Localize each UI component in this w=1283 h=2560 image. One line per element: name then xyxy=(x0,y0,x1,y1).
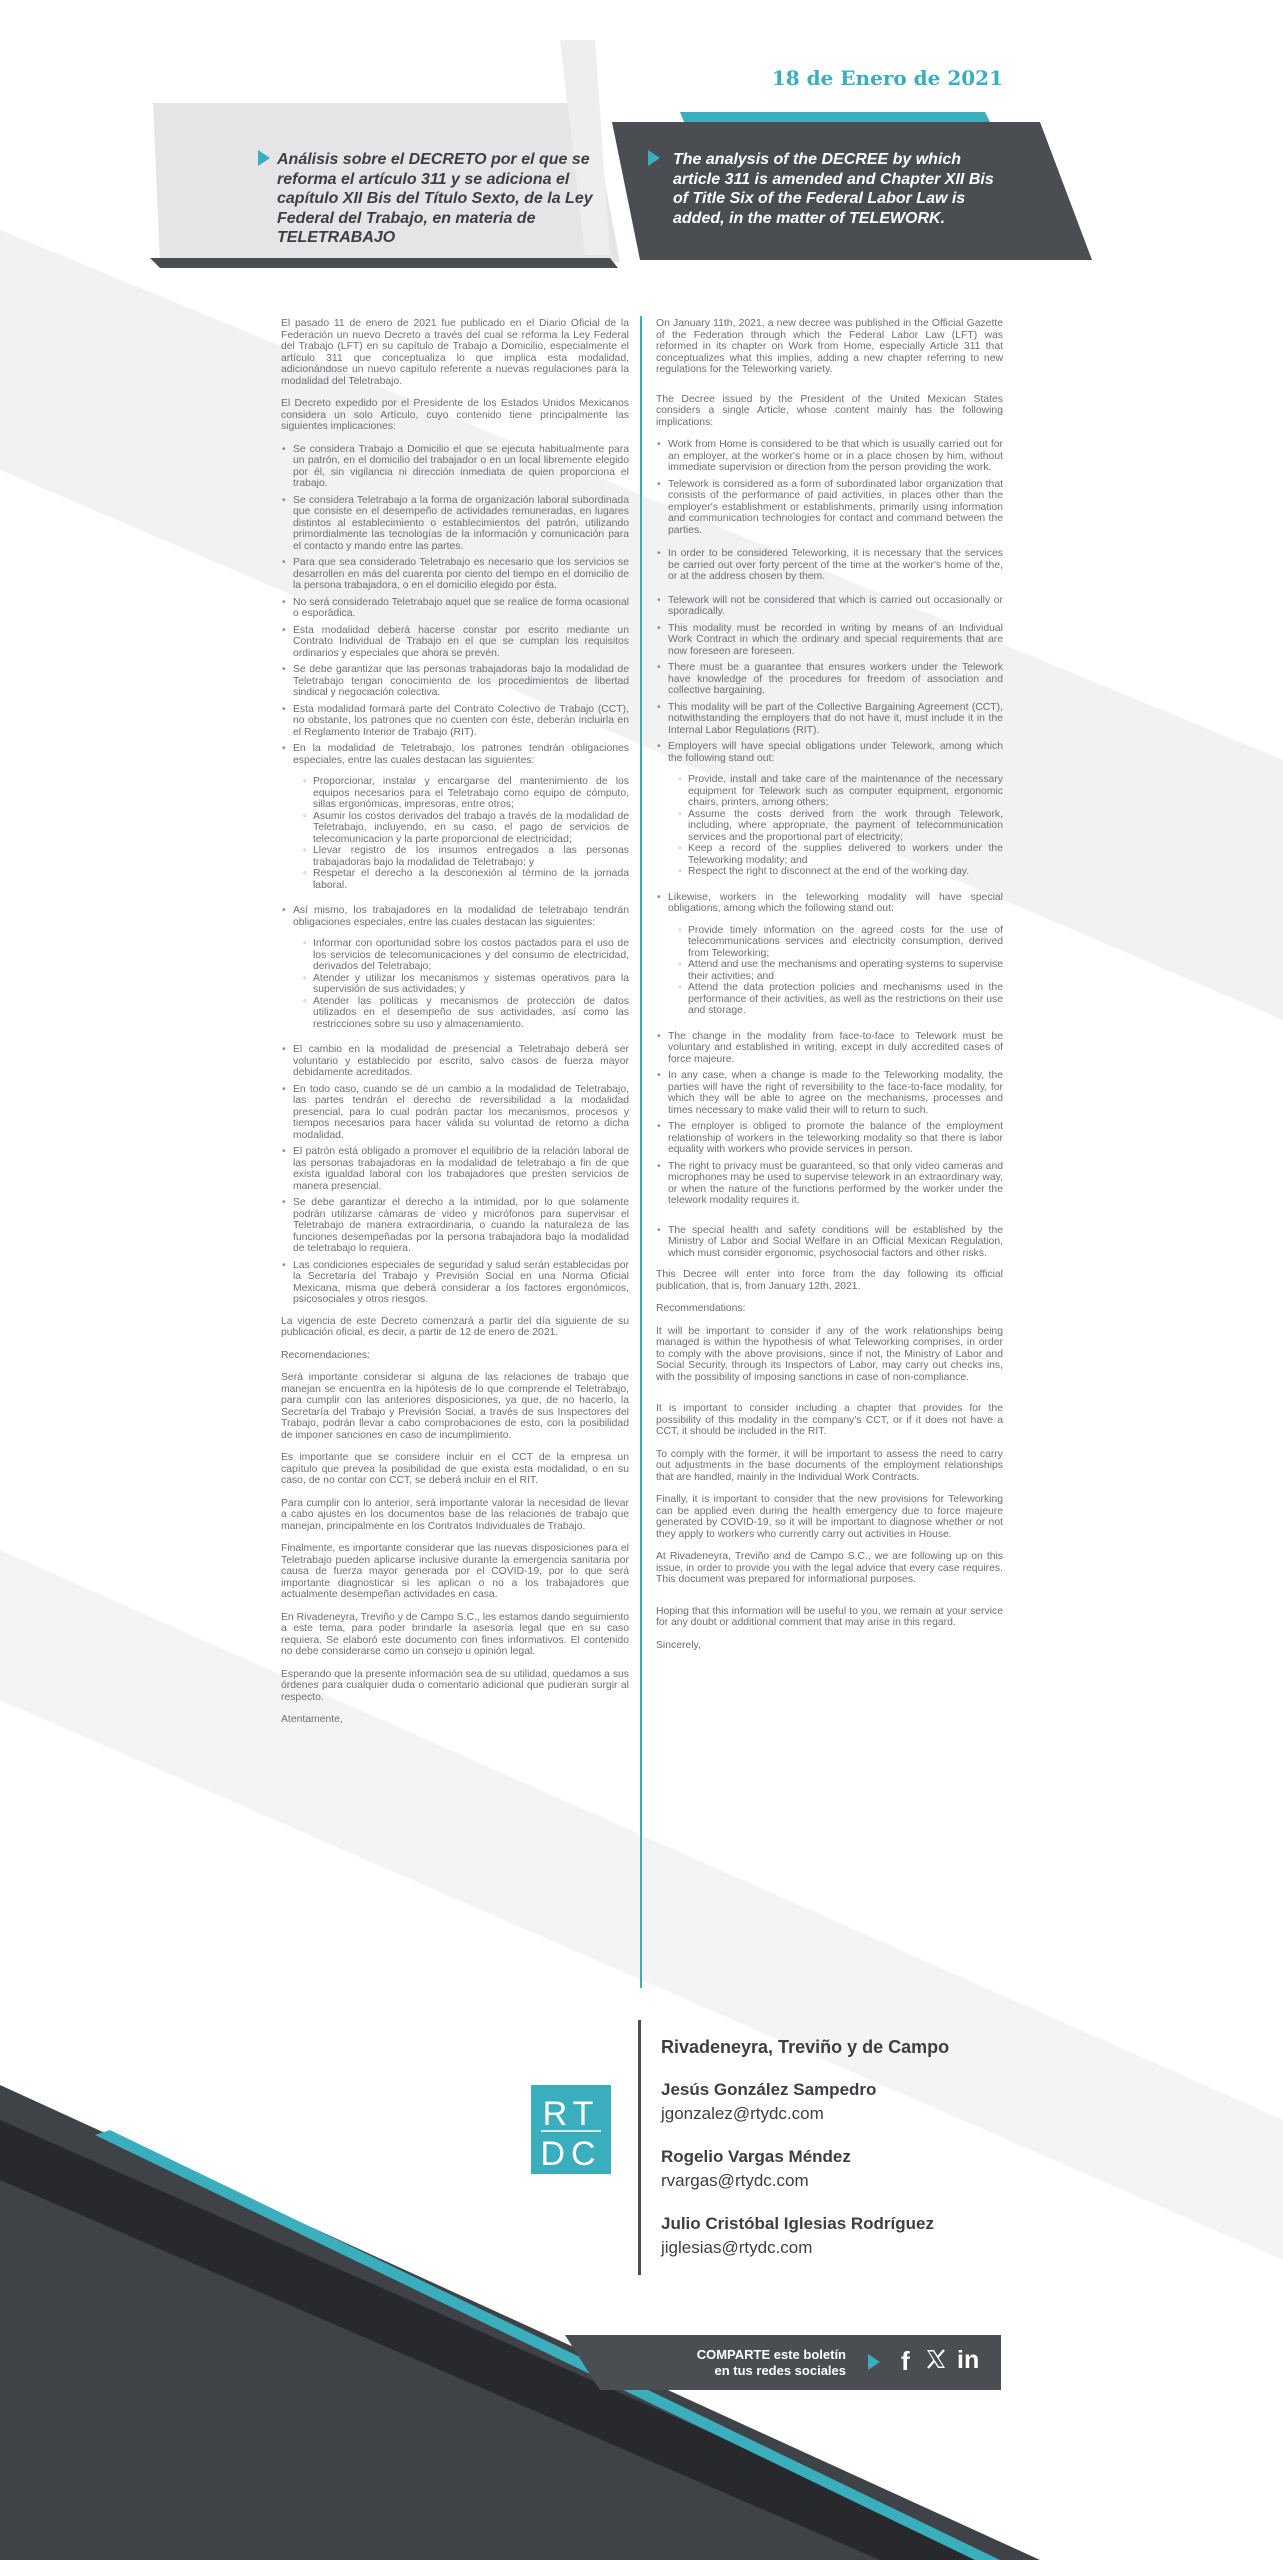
logo-line-2: DC xyxy=(540,2135,602,2173)
list-item: • The change in the modality from face-to-face to Telework must be voluntary and established in writing, except in duly accredited cases of force majeure. xyxy=(656,1031,1003,1066)
firm-name: Rivadeneyra, Treviño y de Campo xyxy=(661,2037,950,2057)
sub-list-item: ◦ Provide timely information on the agreed costs for the use of telecommunications services and electricity consumption, derived from Teleworking; xyxy=(678,925,1003,960)
sub-list-item: ◦ Respect the right to disconnect at the end of the working day. xyxy=(678,866,1003,878)
list-item xyxy=(656,892,1003,1017)
logo-line-1: RT xyxy=(542,2095,600,2133)
sub-list-item: ◦ Attend and use the mechanisms and operating systems to supervise their activities; and xyxy=(678,959,1003,982)
spanish-column xyxy=(281,318,629,1737)
paragraph: En Rivadeneyra, Treviño y de Campo S.C., les estamos dando seguimiento a este tema, para poder brindarle la asesoría legal que en su caso requiera. Se elaboró este documento con fines informativos. El contenido no debe considerarse como un consejo u opinión legal. xyxy=(281,1611,629,1657)
list-item: • Se considera Teletrabajo a la forma de organización laboral subordinada que consiste en el desempeño de actividades remuneradas, en lugares distintos al establecimiento o establecimientos del patrón, utilizando primordialmente las tecnologías de la información y comunicación para el contacto y mando entre las partes. xyxy=(281,495,629,553)
list-item: • Las condiciones especiales de seguridad y salud serán establecidas por la Secretaría del Trabajo y Previsión Social en una Norma Oficial Mexicana, misma que deberá considerar a los factores ergonómicos, psicosociales y otros riesgos. xyxy=(281,1260,629,1306)
list-item xyxy=(281,905,629,1030)
paragraph: Para cumplir con lo anterior, será importante valorar la necesidad de llevar a cabo ajustes en los documentos base de las relaciones de trabajo que manejan, principalmente en los Contratos Individuales de Trabajo. xyxy=(281,1497,629,1532)
list-item: • Esta modalidad deberá hacerse constar por escrito mediante un Contrato Individual de Trabajo en el que se cumplan los requisitos ordinarios y especiales que ahora se prevén. xyxy=(281,625,629,660)
paragraph: It will be important to consider if any of the work relationships being managed is within the hypothesis of what Teleworking comprises, in order to comply with the above provisions, since if not, the Ministry of Labor and Social Security, through its Inspectors of Labor, may carry out checks ins, with the possibility of imposing sanctions in case of non-compliance. xyxy=(656,1325,1003,1383)
list-item: • Se debe garantizar el derecho a la intimidad, por lo que solamente podrán utilizarse cámaras de video y micrófonos para supervisar el Teletrabajo de manera extraordinaria, o cuando la naturaleza de las funciones desempeñadas por la persona trabajadora bajo la modalidad de teletrabajo lo requiera. xyxy=(281,1197,629,1255)
sub-list-item: ◦ Atender y utilizar los mecanismos y sistemas operativos para la supervisión de sus actividades; y xyxy=(303,973,629,996)
contact-name: Julio Cristóbal Iglesias Rodríguez xyxy=(661,2214,934,2233)
column-divider xyxy=(640,316,642,1988)
sub-list-item: ◦ Keep a record of the supplies delivered to workers under the Teleworking modality; and xyxy=(678,843,1003,866)
sub-list-item: ◦ Atender las políticas y mecanismos de protección de datos utilizados en el desempeño de sus actividades, así como las restricciones sobre su uso y almacenamiento. xyxy=(303,996,629,1031)
share-line-1: COMPARTE este boletín xyxy=(696,2347,846,2362)
sub-list-item: ◦ Llevar registro de los insumos entregados a las personas trabajadoras bajo la modalidad de Teletrabajo; y xyxy=(303,845,629,868)
list-item-text: Así mismo, los trabajadores en la modalidad de teletrabajo tendrán obligaciones especiales, entre las cuales destacan las siguientes: xyxy=(293,905,629,928)
list-item xyxy=(281,743,629,891)
implications-list xyxy=(281,444,629,1306)
paragraph: Es importante que se considere incluir en el CCT de la empresa un capítulo que prevea la posibilidad de que exista esta modalidad, o en su caso, de no contar con CCT, se deberá incluir en el RIT. xyxy=(281,1452,629,1486)
list-item: • El cambio en la modalidad de presencial a Teletrabajo deberá ser voluntario y establecido por escrito, salvo casos de fuerza mayor debidamente acreditados. xyxy=(281,1044,629,1079)
list-item: • Se considera Trabajo a Domicilio el que se ejecuta habitualmente para un patrón, en el domicilio del trabajador o en un local libremente elegido por él, sin vigilancia ni dirección inmediata de quien proporciona el trabajo. xyxy=(281,444,629,490)
recommendations-heading: Recommendations: xyxy=(656,1303,746,1314)
contact-email[interactable]: jiglesias@rtydc.com xyxy=(661,2238,813,2257)
worker-obligations-list xyxy=(303,938,629,1030)
paragraph: Hoping that this information will be useful to you, we remain at your service for any doubt or additional comment that may arise in this regard. xyxy=(656,1605,1003,1628)
sub-list-item: ◦ Assume the costs derived from the work through Telework, including, where appropriate, the payment of telecommunication services and the proportional part of electricity; xyxy=(678,809,1003,844)
employer-obligations-list xyxy=(303,776,629,891)
spanish-title: Análisis sobre el DECRETO por el que se reforma el artículo 311 y se adiciona el capítulo XII Bis del Título Sexto, de la Ley Federal del Trabajo, en materia de TELETRABAJO xyxy=(277,151,593,246)
list-item: • Telework is considered as a form of subordinated labor organization that consists of the performance of paid activities, in places other than the employer's establishment or establishments, primarily using information and communication technologies for contact and command between the parties. xyxy=(656,479,1003,537)
closing: Sincerely, xyxy=(656,1639,701,1651)
closing: Atentamente, xyxy=(281,1714,343,1725)
list-item: • Esta modalidad formará parte del Contrato Colectivo de Trabajo (CCT), no obstante, los patrones que no cuenten con éste, deberán incluirla en el Reglamento Interior de Trabajo (RIT). xyxy=(281,704,629,739)
contact-name: Rogelio Vargas Méndez xyxy=(661,2147,851,2166)
list-item: • This modality must be recorded in writing by means of an Individual Work Contract in which the ordinary and special requirements that are now foreseen are foreseen. xyxy=(656,623,1003,658)
paragraph: El pasado 11 de enero de 2021 fue publicado en el Diario Oficial de la Federación un nuevo Decreto a través del cual se reforma la Ley Federal del Trabajo (LFT) en su capítulo de Trabajo a Domicilio, especialmente el artículo 311 que conceptualiza lo que implica esta modalidad, adicionándose un nuevo capítulo referente a nuevas regulaciones para la modalidad del Teletrabajo. xyxy=(281,318,629,387)
share-text xyxy=(697,2347,846,2379)
list-item: • Se debe garantizar que las personas trabajadoras bajo la modalidad de Teletrabajo tengan conocimiento de los procedimientos de libertad sindical y negociación colectiva. xyxy=(281,664,629,699)
list-item: • The right to privacy must be guaranteed, so that only video cameras and microphones may be used to supervise telework in an extraordinary way, or when the nature of the functions performed by the worker under the telework modality requires it. xyxy=(656,1161,1003,1207)
list-item-text: Employers will have special obligations under Telework, among which the following stand out: xyxy=(668,741,1003,764)
english-title: The analysis of the DECREE by which article 311 is amended and Chapter XII Bis of Title Six of the Federal Labor Law is added, in the matter of TELEWORK. xyxy=(673,151,994,227)
list-item: • Work from Home is considered to be that which is usually carried out for an employer, at the worker's home or in a place chosen by him, without immediate supervision or direction from the person providing the work. xyxy=(656,439,1003,474)
signature-divider xyxy=(638,2020,641,2275)
list-item: • El patrón está obligado a promover el equilibrio de la relación laboral de las personas trabajadoras en la modalidad de teletrabajo a fin de que exista igualdad laboral con los trabajadores que presten servicios de manera presencial. xyxy=(281,1146,629,1192)
linkedin-icon[interactable]: in xyxy=(957,2346,980,2374)
paragraph: Esperando que la presente información sea de su utilidad, quedamos a sus órdenes para cualquier duda o comentario adicional que pudieran surgir al respecto. xyxy=(281,1668,629,1703)
list-item: • Para que sea considerado Teletrabajo es necesario que los servicios se desarrollen en más del cuarenta por ciento del tiempo en el domicilio de la persona trabajadora, o en el domicilio elegido por ésta. xyxy=(281,557,629,592)
contact-name: Jesús González Sampedro xyxy=(661,2080,877,2099)
list-item: • In order to be considered Teleworking, it is necessary that the services be carried out over forty percent of the time at the worker's home of the, or at the address chosen by them. xyxy=(656,548,1003,583)
paragraph: La vigencia de este Decreto comenzará a partir del día siguiente de su publicación oficial, es decir, a partir de 12 de enero de 2021. xyxy=(281,1315,629,1338)
facebook-icon[interactable]: f xyxy=(901,2346,910,2376)
paragraph: Finally, it is important to consider that the new provisions for Teleworking can be applied even during the health emergency due to force majeure generated by COVID-19, so it will be important to diagnose whether or not they apply to workers who currently carry out activities in House. xyxy=(656,1494,1003,1540)
list-item-text: Likewise, workers in the teleworking modality will have special obligations, among which the following stand out: xyxy=(668,891,1003,914)
x-icon[interactable] xyxy=(925,2348,947,2375)
sub-list-item: ◦ Attend the data protection policies and mechanisms used in the performance of their activities, as well as the restrictions on their use and storage. xyxy=(678,982,1003,1017)
implications-list xyxy=(656,439,1003,1259)
play-icon xyxy=(648,150,660,166)
paragraph: El Decreto expedido por el Presidente de los Estados Unidos Mexicanos considera un solo Artículo, cuyo contenido tiene principalmente las siguientes implicaciones: xyxy=(281,398,629,432)
employer-obligations-list xyxy=(678,774,1003,878)
list-item: • The special health and safety conditions will be established by the Ministry of Labor and Social Welfare in an Official Mexican Regulation, which must consider ergonomic, psychosocial factors and other risks. xyxy=(656,1225,1003,1260)
list-item: • The employer is obliged to promote the balance of the employment relationship of workers in the teleworking modality so that there is labor equality with workers who provide services in person. xyxy=(656,1121,1003,1156)
sub-list-item: ◦ Informar con oportunidad sobre los costos pactados para el uso de los servicios de telecomunicaciones y del consumo de electricidad, derivados del Teletrabajo; xyxy=(303,938,629,973)
english-column xyxy=(656,318,1003,1662)
list-item xyxy=(656,741,1003,878)
list-item: • Telework will not be considered that which is carried out occasionally or sporadically. xyxy=(656,595,1003,618)
paragraph: At Rivadeneyra, Treviño and de Campo S.C., we are following up on this issue, in order to provide you with the legal advice that every case requires. This document was prepared for informational purposes. xyxy=(656,1551,1003,1585)
paragraph: Finalmente, es importante considerar que las nuevas disposiciones para el Teletrabajo pueden aplicarse inclusive durante la emergencia sanitaria por causa de fuerza mayor generada por el COVID-19, por lo que será importante diagnosticar si les aplican o no a los trabajadores que actualmente desempeñan actividades en casa. xyxy=(281,1543,629,1600)
rtydc-logo xyxy=(531,2085,611,2174)
paragraph: On January 11th, 2021, a new decree was published in the Official Gazette of the Federation through which the Federal Labor Law (LFT) was reformed in its chapter on Work from Home, especially Article 311 that conceptualizes what this implies, adding a new chapter referring to new regulations for the Teleworking variety. xyxy=(656,318,1003,375)
play-icon xyxy=(258,150,270,166)
paragraph: This Decree will enter into force from the day following its official publication, that is, from January 12th, 2021. xyxy=(656,1269,1003,1292)
paragraph: Será importante considerar si alguna de las relaciones de trabajo que manejan se encuentra en la hipótesis de lo que comprende el Teletrabajo, para cumplir con las anteriores disposiciones, ya que, de no hacerlo, la Secretaría del Trabajo y Previsión Social, a través de sus Inspectores del Trabajo, podrán llevar a cabo comprobaciones de esto, con la posibilidad de imponer sanciones en caso de incumplimiento. xyxy=(281,1372,629,1441)
contact-email[interactable]: rvargas@rtydc.com xyxy=(661,2171,809,2190)
share-banner xyxy=(565,2335,1001,2390)
publication-date: 18 de Enero de 2021 xyxy=(771,66,1003,90)
list-item: • There must be a guarantee that ensures workers under the Telework have knowledge of the procedures for freedom of association and collective bargaining. xyxy=(656,662,1003,697)
sub-list-item: ◦ Provide, install and take care of the maintenance of the necessary equipment for Telework such as computer equipment, ergonomic chairs, printers, among others; xyxy=(678,774,1003,809)
list-item: • No será considerado Teletrabajo aquel que se realice de forma ocasional o esporádica. xyxy=(281,597,629,620)
list-item: • This modality will be part of the Collective Bargaining Agreement (CCT), notwithstanding the employers that do not have it, must include it in the Internal Labor Regulations (RIT). xyxy=(656,702,1003,737)
list-item: • In any case, when a change is made to the Teleworking modality, the parties will have the right of reversibility to the face-to-face modality, for which they will be able to agree on the mechanisms, processes and times necessary to make valid their will to return to such. xyxy=(656,1070,1003,1116)
list-item-text: En la modalidad de Teletrabajo, los patrones tendrán obligaciones especiales, entre las cuales destacan las siguientes: xyxy=(293,743,629,766)
sub-list-item: ◦ Asumir los costos derivados del trabajo a través de la modalidad de Teletrabajo, incluyendo, en su caso, el pago de servicios de telecomunicacion y la parte proporcional de electricidad; xyxy=(303,811,629,846)
recommendations-heading: Recomendaciones: xyxy=(281,1349,370,1361)
play-icon xyxy=(868,2354,880,2370)
list-item: • En todo caso, cuando se dé un cambio a la modalidad de Teletrabajo, las partes tendrán el derecho de reversibilidad a la modalidad presencial, para lo cual podrán pactar los mecanismos, procesos y tiempos necesarios para hacer válida su voluntad de retorno a dicha modalidad. xyxy=(281,1084,629,1142)
share-line-2: en tus redes sociales xyxy=(714,2363,846,2378)
sub-list-item: ◦ Respetar el derecho a la desconexión al término de la jornada laboral. xyxy=(303,868,629,891)
contact-email[interactable]: jgonzalez@rtydc.com xyxy=(661,2104,824,2123)
sub-list-item: ◦ Proporcionar, instalar y encargarse del mantenimiento de los equipos necesarios para el Teletrabajo como equipo de cómputo, sillas ergonómicas, impresoras, entre otros; xyxy=(303,776,629,811)
paragraph: To comply with the former, it will be important to assess the need to carry out adjustments in the base documents of the employment relationships that are handled, mainly in the Individual Work Contracts. xyxy=(656,1448,1003,1483)
paragraph: The Decree issued by the President of the United Mexican States considers a single Article, whose content mainly has the following implications: xyxy=(656,393,1003,428)
worker-obligations-list xyxy=(678,925,1003,1017)
paragraph: It is important to consider including a chapter that provides for the possibility of this modality in the company's CCT, or if it does not have a CCT, it should be included in the RIT. xyxy=(656,1403,1003,1437)
